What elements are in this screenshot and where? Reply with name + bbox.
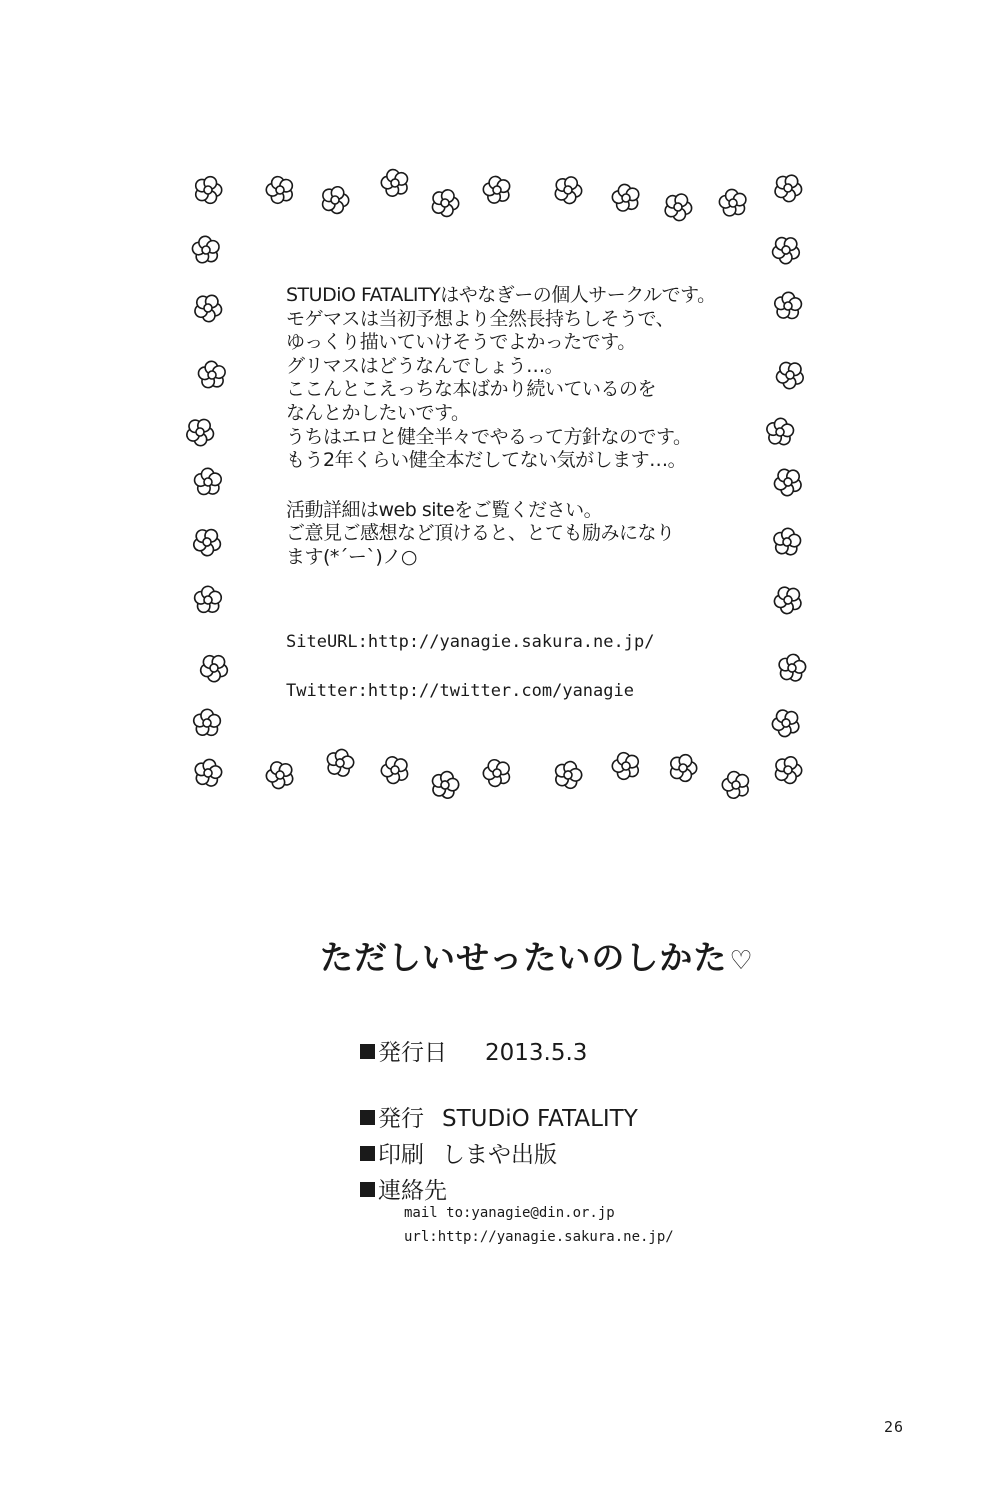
flower-icon (774, 358, 808, 392)
flower-icon (554, 175, 583, 204)
colophon-printer-row (360, 1136, 557, 1169)
flower-icon (664, 192, 693, 222)
colophon-publisher-row (360, 1100, 638, 1133)
date-value: 2013.5.3 (485, 1040, 588, 1066)
colophon-date-row (360, 1034, 587, 1067)
flower-icon (185, 416, 217, 448)
flower-icon (775, 651, 811, 686)
flower-icon (191, 756, 226, 791)
flower-icon (762, 415, 798, 451)
page-number: 26 (884, 1418, 905, 1436)
contact-mail: mail to:yanagie@din.or.jp (404, 1205, 615, 1221)
note-line-2: モゲマスは当初予想より全然長持ちしそうで、 (286, 307, 675, 330)
flower-icon (196, 177, 222, 204)
printer-value: しまや出版 (442, 1142, 557, 1168)
note-line-3: ゆっくり描いていけそうでよかったです。 (286, 331, 636, 354)
book-title-text: ただしいせったいのしかた (320, 938, 728, 977)
flower-icon (322, 186, 349, 214)
flower-icon (479, 172, 516, 209)
contact-url: url:http://yanagie.sakura.ne.jp/ (404, 1229, 674, 1245)
note-line-1: STUDiO FATALITYはやなぎーの個人サークルです。 (286, 284, 716, 306)
square-bullet-icon (360, 1146, 375, 1161)
flower-icon (608, 748, 645, 785)
flower-icon (377, 165, 414, 202)
flower-icon (718, 767, 755, 804)
printer-label: 印刷 (378, 1142, 424, 1168)
note-line-9: 活動詳細はweb siteをご覧ください。 (286, 498, 603, 521)
heart-icon: ♡ (729, 946, 754, 976)
publisher-label: 発行 (378, 1106, 424, 1132)
twitter-url: Twitter:http://twitter.com/yanagie (286, 681, 634, 701)
note-line-5: ここんとこえっちな本ばかり続いているのを (286, 378, 657, 401)
flower-icon (608, 180, 645, 217)
flower-icon (771, 465, 806, 500)
flower-icon (774, 173, 804, 204)
date-label: 発行日 (378, 1040, 447, 1066)
colophon-contact-row (360, 1172, 447, 1205)
flower-icon (194, 357, 231, 394)
flower-icon (192, 526, 224, 559)
flower-icon (479, 755, 515, 792)
flower-icon (775, 756, 802, 784)
publisher-value: STUDiO FATALITY (442, 1106, 638, 1132)
flower-icon (198, 652, 231, 685)
flower-icon (190, 464, 227, 501)
flower-icon (323, 746, 358, 780)
flower-icon (769, 525, 805, 561)
flower-icon (551, 759, 585, 792)
flower-icon (770, 288, 807, 324)
flower-icon (378, 752, 414, 788)
flower-icon (769, 705, 804, 741)
contact-label: 連絡先 (378, 1178, 447, 1204)
note-line-10: ご意見ご感想など頂けると、とても励みになり (286, 522, 675, 545)
flower-icon (715, 185, 752, 222)
square-bullet-icon (360, 1044, 375, 1059)
afterword-note (286, 284, 756, 570)
flower-icon (670, 754, 696, 781)
flower-icon (771, 583, 806, 618)
note-line-4: グリマスはどうなんでしょう…。 (286, 354, 564, 377)
flower-icon (188, 232, 225, 269)
flower-icon (770, 233, 804, 267)
note-line-11: ます(*´ー`)ノ○ (286, 545, 417, 568)
note-line-6: なんとかしたいです。 (286, 401, 470, 424)
note-line-8: もう2年くらい健全本だしてない気がします…。 (286, 449, 687, 472)
flower-icon (428, 769, 462, 803)
flower-icon (190, 582, 227, 619)
flower-icon (432, 189, 460, 217)
site-url: SiteURL:http://yanagie.sakura.ne.jp/ (286, 632, 655, 652)
square-bullet-icon (360, 1110, 375, 1125)
book-title (320, 932, 754, 979)
flower-icon (262, 172, 299, 209)
square-bullet-icon (360, 1182, 375, 1197)
flower-icon (189, 705, 226, 742)
flower-icon (193, 292, 224, 323)
flower-icon (263, 757, 299, 793)
note-line-7: うちはエロと健全半々でやるって方針なのです。 (286, 425, 692, 448)
